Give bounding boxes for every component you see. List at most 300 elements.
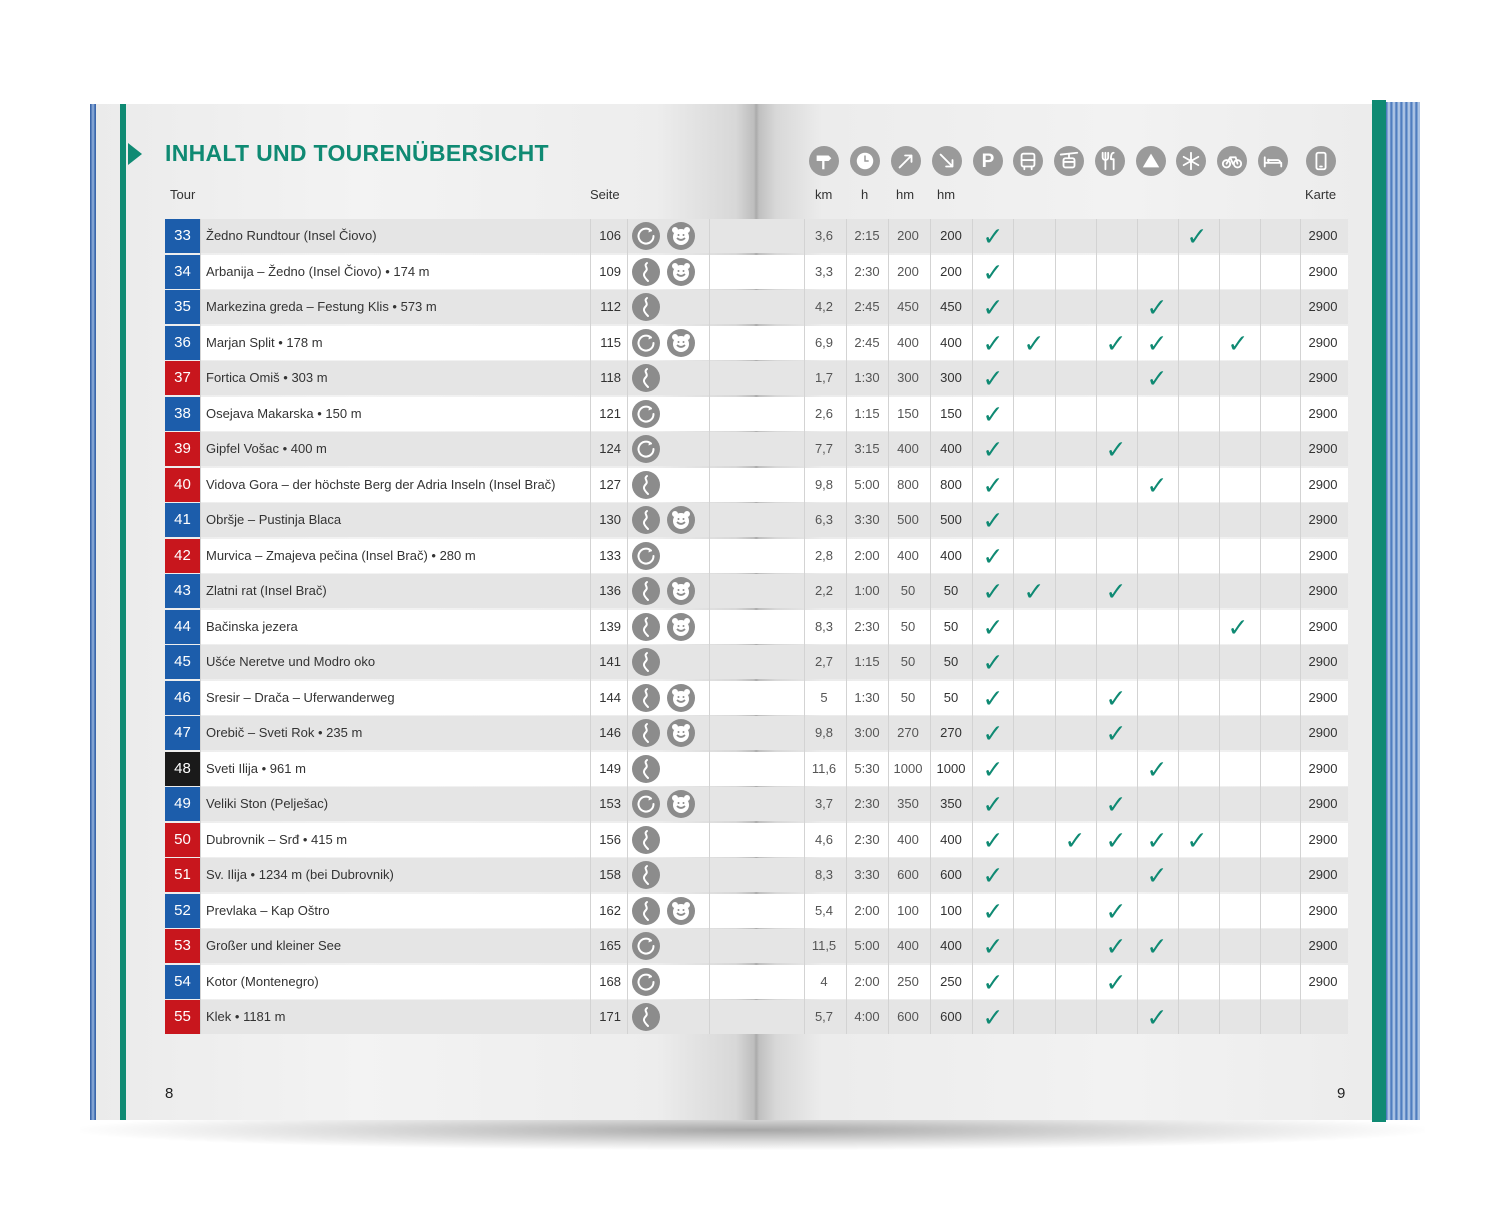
linear-route-icon [632,364,660,392]
distance-km: 5 [820,689,828,705]
map-number: 2900 [1308,476,1338,492]
check-icon: ✓ [982,967,1004,997]
ascent-hm: 250 [897,973,919,989]
ascent-hm: 450 [897,299,919,314]
duration-hours: 3:15 [854,441,880,456]
kids-bear-icon [667,329,695,357]
distance-km: 5,4 [814,902,834,918]
table-row [165,929,1348,963]
check-icon: ✓ [1105,932,1127,961]
tour-page: 127 [599,476,621,492]
kids-bear-icon [667,506,695,534]
ascent-hm: 400 [897,441,919,456]
map-number: 2900 [1308,760,1338,776]
duration-hours: 4:00 [854,1009,880,1024]
bus-icon [1013,146,1043,176]
linear-route-icon [632,719,660,747]
linear-route-icon [632,755,660,783]
summit-icon [1136,146,1166,176]
loop-route-icon [632,435,660,463]
grid-line [1219,219,1220,1034]
descent-hm: 250 [940,973,962,989]
tour-number: 37 [165,361,200,395]
check-icon: ✓ [982,470,1004,500]
ascent-hm: 350 [897,796,919,811]
kids-bear-icon [667,684,695,712]
tour-page: 115 [600,334,621,350]
tour-page: 121 [599,405,621,421]
tour-page: 112 [600,299,621,314]
descent-hm: 400 [940,441,962,456]
linear-route-icon [632,897,660,925]
distance-km: 4,6 [814,831,834,847]
bed-icon [1258,146,1288,176]
check-icon: ✓ [982,293,1004,322]
map-number: 2900 [1308,725,1338,740]
descent-hm: 50 [943,654,959,669]
map-number [1301,1000,1345,1034]
tour-number: 39 [165,432,200,466]
check-icon: ✓ [1146,754,1168,784]
check-icon: ✓ [982,328,1004,358]
tour-name: Dubrovnik – Srđ • 415 m [206,831,348,847]
tour-number: 55 [165,1000,200,1034]
descent-hm: 270 [940,725,962,740]
kids-bear-icon [667,613,695,641]
check-icon: ✓ [982,861,1004,890]
duration-hours: 2:00 [854,902,880,918]
table-row [165,752,1348,786]
distance-km: 6,9 [814,334,834,350]
loop-route-icon [632,968,660,996]
table-row [165,787,1348,821]
ascent-hm: 500 [897,512,919,527]
check-icon: ✓ [982,719,1004,748]
descent-hm: 400 [940,334,962,350]
check-icon: ✓ [982,541,1004,571]
distance-km: 7,7 [814,441,834,456]
left-green-stripe [120,104,126,1120]
distance-km: 3,6 [814,228,834,243]
table-row [165,716,1348,750]
ascent-hm: 150 [897,405,919,421]
distance-km: 11,6 [811,760,837,776]
table-row [165,468,1348,502]
duration-hours: 3:30 [854,512,880,527]
distance-km: 9,8 [814,725,834,740]
distance-km: 4,2 [814,299,834,314]
linear-route-icon [632,258,660,286]
duration-hours: 2:30 [854,263,880,279]
tour-page: 124 [599,441,621,456]
ascent-hm: 600 [897,867,919,882]
table-row [165,645,1348,679]
check-icon: ✓ [982,364,1004,393]
distance-km: 2,6 [814,405,834,421]
ascent-hm: 800 [897,476,919,492]
tour-number: 51 [165,858,200,892]
ascent-hm: 1000 [893,760,923,776]
descent-hm: 200 [940,263,962,279]
tour-number: 45 [165,645,200,679]
grid-line [1137,219,1138,1034]
parking-icon: P [973,146,1003,176]
tour-name: Vidova Gora – der höchste Berg der Adria Inseln (Insel Brač) [206,476,556,492]
header-karte: Karte [1305,187,1337,202]
grid-line [627,219,628,1034]
loop-route-icon [632,790,660,818]
duration-hours: 5:00 [854,476,880,492]
check-icon: ✓ [982,683,1004,713]
tour-page: 162 [599,902,621,918]
tour-page: 136 [599,583,621,598]
map-number: 2900 [1308,263,1338,279]
tour-page: 165 [599,938,621,953]
kids-bear-icon [667,719,695,747]
map-number: 2900 [1308,902,1338,918]
ascent-icon [891,146,921,176]
map-number: 2900 [1308,583,1338,598]
loop-route-icon [632,932,660,960]
check-icon: ✓ [1146,470,1168,500]
linear-route-icon [632,471,660,499]
tour-number: 34 [165,255,200,289]
loop-route-icon [632,329,660,357]
check-icon: ✓ [1146,1003,1168,1032]
phone-icon [1306,146,1336,176]
linear-route-icon [632,826,660,854]
page-title: INHALT UND TOURENÜBERSICHT [165,140,549,166]
check-icon: ✓ [982,577,1004,606]
descent-hm: 50 [943,689,959,705]
ascent-hm: 200 [897,263,919,279]
signpost-icon [809,146,839,176]
check-icon: ✓ [1105,896,1127,926]
grid-line [709,219,710,1034]
table-row [165,858,1348,892]
ascent-hm: 50 [900,583,916,598]
map-number: 2900 [1308,228,1338,243]
map-number: 2900 [1308,441,1338,456]
tour-number: 42 [165,539,200,573]
descent-hm: 800 [940,476,962,492]
table-row [165,574,1348,608]
check-icon: ✓ [1146,932,1168,961]
table-row [165,397,1348,431]
bicycle-icon [1217,146,1247,176]
header-hm-ascent: hm [896,187,915,202]
grid-line [1260,219,1261,1034]
duration-hours: 2:45 [854,334,880,350]
table-row [165,361,1348,395]
ascent-hm: 400 [897,547,919,563]
tour-name: Kotor (Montenegro) [206,973,319,989]
table-row [165,432,1348,466]
tour-page: 158 [599,867,621,882]
table-row [165,503,1348,537]
table-row [165,894,1348,928]
distance-km: 2,7 [814,654,834,669]
duration-hours: 2:30 [854,796,880,811]
tour-page: 109 [599,263,621,279]
check-icon: ✓ [1105,435,1127,464]
map-number: 2900 [1308,973,1338,989]
distance-km: 8,3 [814,618,834,634]
table-row [165,823,1348,857]
linear-route-icon [632,506,660,534]
restaurant-icon [1095,146,1125,176]
page-edges-right [1386,102,1420,1120]
tour-name: Klek • 1181 m [206,1009,286,1024]
linear-route-icon [632,1003,660,1031]
descent-hm: 200 [940,228,962,243]
grid-line [1300,219,1301,1034]
table-row [165,610,1348,644]
descent-hm: 400 [940,938,962,953]
tour-name: Arbanija – Žedno (Insel Čiovo) • 174 m [206,263,430,279]
duration-hours: 1:15 [854,654,880,669]
check-icon: ✓ [1105,577,1127,606]
check-icon: ✓ [982,896,1004,926]
clock-icon [850,146,880,176]
map-number: 2900 [1308,938,1338,953]
check-icon: ✓ [1105,719,1127,748]
table-row [165,539,1348,573]
duration-hours: 5:30 [854,760,880,776]
grid-line [804,219,805,1034]
tour-name: Zlatni rat (Insel Brač) [206,583,327,598]
tour-page: 133 [599,547,621,563]
ascent-hm: 400 [897,334,919,350]
right-green-stripe [1372,100,1386,1122]
duration-hours: 2:00 [854,973,880,989]
grid-line [846,219,847,1034]
page-number-left: 8 [165,1085,174,1102]
header-km: km [815,187,833,202]
grid-line [930,219,931,1034]
map-number: 2900 [1308,654,1338,669]
duration-hours: 2:45 [854,299,880,314]
map-number: 2900 [1308,512,1338,527]
tour-number: 43 [165,574,200,608]
tour-page: 149 [599,760,621,776]
tour-name: Ušće Neretve und Modro oko [206,654,376,669]
map-number: 2900 [1308,689,1338,705]
map-number: 2900 [1308,299,1338,314]
descent-hm: 400 [940,831,962,847]
distance-km: 4 [820,973,828,989]
header-hm-descent: hm [937,187,956,202]
table-row [165,965,1348,999]
duration-hours: 2:30 [854,618,880,634]
descent-hm: 150 [940,405,962,421]
duration-hours: 1:00 [854,583,880,598]
table-row [165,290,1348,324]
snowflake-icon [1176,146,1206,176]
tour-page: 139 [599,618,621,634]
descent-icon [932,146,962,176]
distance-km: 5,7 [814,1009,834,1024]
map-number: 2900 [1308,334,1338,350]
check-icon: ✓ [1023,577,1045,606]
tour-page: 144 [599,689,621,705]
page-number-right: 9 [1337,1085,1346,1102]
linear-route-icon [632,861,660,889]
duration-hours: 2:00 [854,547,880,563]
distance-km: 11,5 [811,938,837,953]
distance-km: 6,3 [814,512,834,527]
check-icon: ✓ [982,612,1004,642]
check-icon: ✓ [982,399,1004,429]
tour-name: Murvica – Zmajeva pečina (Insel Brač) • 280 m [206,547,476,563]
check-icon: ✓ [982,825,1004,855]
descent-hm: 600 [940,1009,962,1024]
grid-line [200,219,201,1034]
tour-page: 141 [599,654,621,669]
duration-hours: 2:15 [854,228,880,243]
distance-km: 8,3 [814,867,834,882]
distance-km: 3,3 [814,263,834,279]
duration-hours: 3:00 [854,725,880,740]
distance-km: 1,7 [814,370,834,385]
tour-name: Obršje – Pustinja Blaca [206,512,342,527]
ascent-hm: 100 [897,902,919,918]
tour-name: Bačinska jezera [206,618,298,634]
ascent-hm: 400 [897,938,919,953]
duration-hours: 1:30 [854,370,880,385]
header-tour: Tour [170,187,196,202]
check-icon: ✓ [1023,328,1045,358]
tour-page: 118 [600,370,621,385]
ascent-hm: 50 [900,654,916,669]
check-icon: ✓ [982,435,1004,464]
check-icon: ✓ [1186,825,1208,855]
kids-bear-icon [667,222,695,250]
descent-hm: 100 [940,902,962,918]
kids-bear-icon [667,790,695,818]
check-icon: ✓ [1064,825,1086,855]
linear-route-icon [632,613,660,641]
tour-number: 33 [165,219,200,253]
check-icon: ✓ [1105,683,1127,713]
check-icon: ✓ [982,506,1004,535]
kids-bear-icon [667,258,695,286]
map-number: 2900 [1308,618,1338,634]
ascent-hm: 50 [900,618,916,634]
check-icon: ✓ [1227,328,1249,358]
title-arrow-icon [128,143,142,165]
check-icon: ✓ [1146,293,1168,322]
tour-name: Sv. Ilija • 1234 m (bei Dubrovnik) [206,867,394,882]
tour-name: Fortica Omiš • 303 m [206,370,328,385]
tour-number: 52 [165,894,200,928]
loop-route-icon [632,400,660,428]
linear-route-icon [632,293,660,321]
distance-km: 2,8 [814,547,834,563]
ascent-hm: 600 [897,1009,919,1024]
tour-number: 49 [165,787,200,821]
tour-number: 54 [165,965,200,999]
kids-bear-icon [667,577,695,605]
grid-line [1178,219,1179,1034]
grid-line [1096,219,1097,1034]
check-icon: ✓ [1227,612,1249,642]
grid-line [888,219,889,1034]
map-number: 2900 [1308,405,1338,421]
check-icon: ✓ [1146,825,1168,855]
tour-name: Sveti Ilija • 961 m [206,760,306,776]
check-icon: ✓ [1146,861,1168,890]
tour-number: 38 [165,397,200,431]
ascent-hm: 200 [897,228,919,243]
check-icon: ✓ [982,932,1004,961]
check-icon: ✓ [1186,222,1208,251]
distance-km: 3,7 [814,796,834,811]
tour-number: 47 [165,716,200,750]
header-hours: h [861,187,869,202]
tour-number: 36 [165,326,200,360]
map-number: 2900 [1308,796,1338,811]
ascent-hm: 400 [897,831,919,847]
check-icon: ✓ [1146,364,1168,393]
tour-name: Markezina greda – Festung Klis • 573 m [206,299,437,314]
map-number: 2900 [1308,831,1338,847]
descent-hm: 1000 [936,760,966,776]
check-icon: ✓ [1146,328,1168,358]
table-row [165,219,1348,253]
descent-hm: 50 [943,618,959,634]
tour-page: 156 [599,831,621,847]
ascent-hm: 270 [897,725,919,740]
grid-line [1055,219,1056,1034]
distance-km: 2,2 [814,583,834,598]
tour-name: Großer und kleiner See [206,938,342,953]
check-icon: ✓ [1105,825,1127,855]
tour-page: 153 [599,796,621,811]
descent-hm: 600 [940,867,962,882]
linear-route-icon [632,577,660,605]
linear-route-icon [632,648,660,676]
descent-hm: 300 [940,370,962,385]
tour-name: Gipfel Vošac • 400 m [206,441,327,456]
descent-hm: 500 [940,512,962,527]
check-icon: ✓ [1105,328,1127,358]
tour-page: 171 [599,1009,621,1024]
duration-hours: 1:30 [854,689,880,705]
duration-hours: 1:15 [854,405,880,421]
table-row [165,681,1348,715]
tour-number: 48 [165,752,200,786]
check-icon: ✓ [982,257,1004,287]
tour-name: Osejava Makarska • 150 m [206,405,362,421]
check-icon: ✓ [1105,790,1127,819]
table-row [165,326,1348,360]
map-number: 2900 [1308,547,1338,563]
descent-hm: 400 [940,547,962,563]
grid-line [590,219,591,1034]
loop-route-icon [632,222,660,250]
map-number: 2900 [1308,370,1338,385]
duration-hours: 3:30 [854,867,880,882]
tour-name: Sresir – Drača – Uferwanderweg [206,689,395,705]
check-icon: ✓ [982,222,1004,251]
table-row [165,1000,1348,1034]
grid-line [972,219,973,1034]
duration-hours: 5:00 [854,938,880,953]
tour-name: Veliki Ston (Pelješac) [206,796,329,811]
descent-hm: 450 [940,299,962,314]
check-icon: ✓ [982,648,1004,677]
